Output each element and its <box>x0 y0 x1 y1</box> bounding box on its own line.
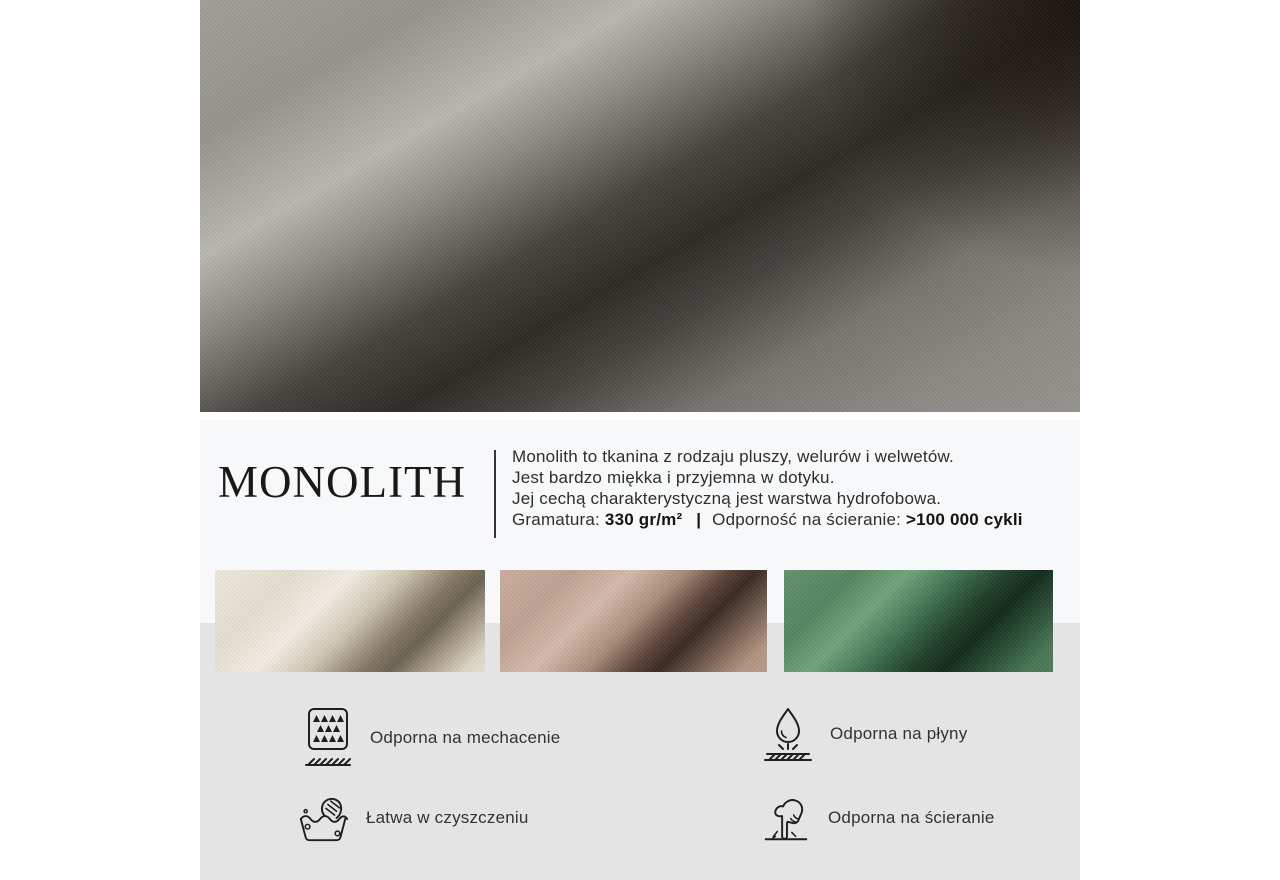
vertical-divider <box>494 450 496 538</box>
feature-label: Odporna na ścieranie <box>828 808 995 827</box>
swatch-rose-beige[interactable] <box>500 570 767 672</box>
product-title: MONOLITH <box>218 457 466 507</box>
feature-cleaning <box>296 787 529 849</box>
liquid-resistant-icon <box>760 703 816 765</box>
hero-fabric-photo <box>200 0 1080 412</box>
feature-liquids <box>760 703 967 765</box>
description-line: Jest bardzo miękka i przyjemna w dotyku. <box>512 468 835 487</box>
abrasion-resistant-icon <box>758 787 814 849</box>
spec-separator: | <box>696 510 702 529</box>
swatch-bottle-green[interactable] <box>784 570 1053 672</box>
swatch-cream[interactable] <box>215 570 485 672</box>
abrasion-label: Odporność na ścieranie: <box>712 510 902 529</box>
weight-value: 330 gr/m² <box>604 510 683 529</box>
description-line: Monolith to tkanina z rodzaju pluszy, welurów i welwetów. <box>512 447 954 466</box>
feature-label: Odporna na płyny <box>830 724 968 743</box>
pilling-resistant-icon <box>300 707 356 769</box>
description-line: Jej cechą charakterystyczną jest warstwa hydrofobowa. <box>512 489 942 508</box>
feature-pilling <box>300 707 560 769</box>
feature-abrasion <box>758 787 995 849</box>
weight-label: Gramatura: <box>512 510 600 529</box>
feature-label: Odporna na mechacenie <box>370 728 561 747</box>
abrasion-value: >100 000 cykli <box>905 510 1023 529</box>
spec-line <box>512 509 1072 530</box>
feature-label: Łatwa w czyszczeniu <box>366 808 529 827</box>
easy-cleaning-icon <box>296 787 352 849</box>
product-description <box>512 446 1072 530</box>
